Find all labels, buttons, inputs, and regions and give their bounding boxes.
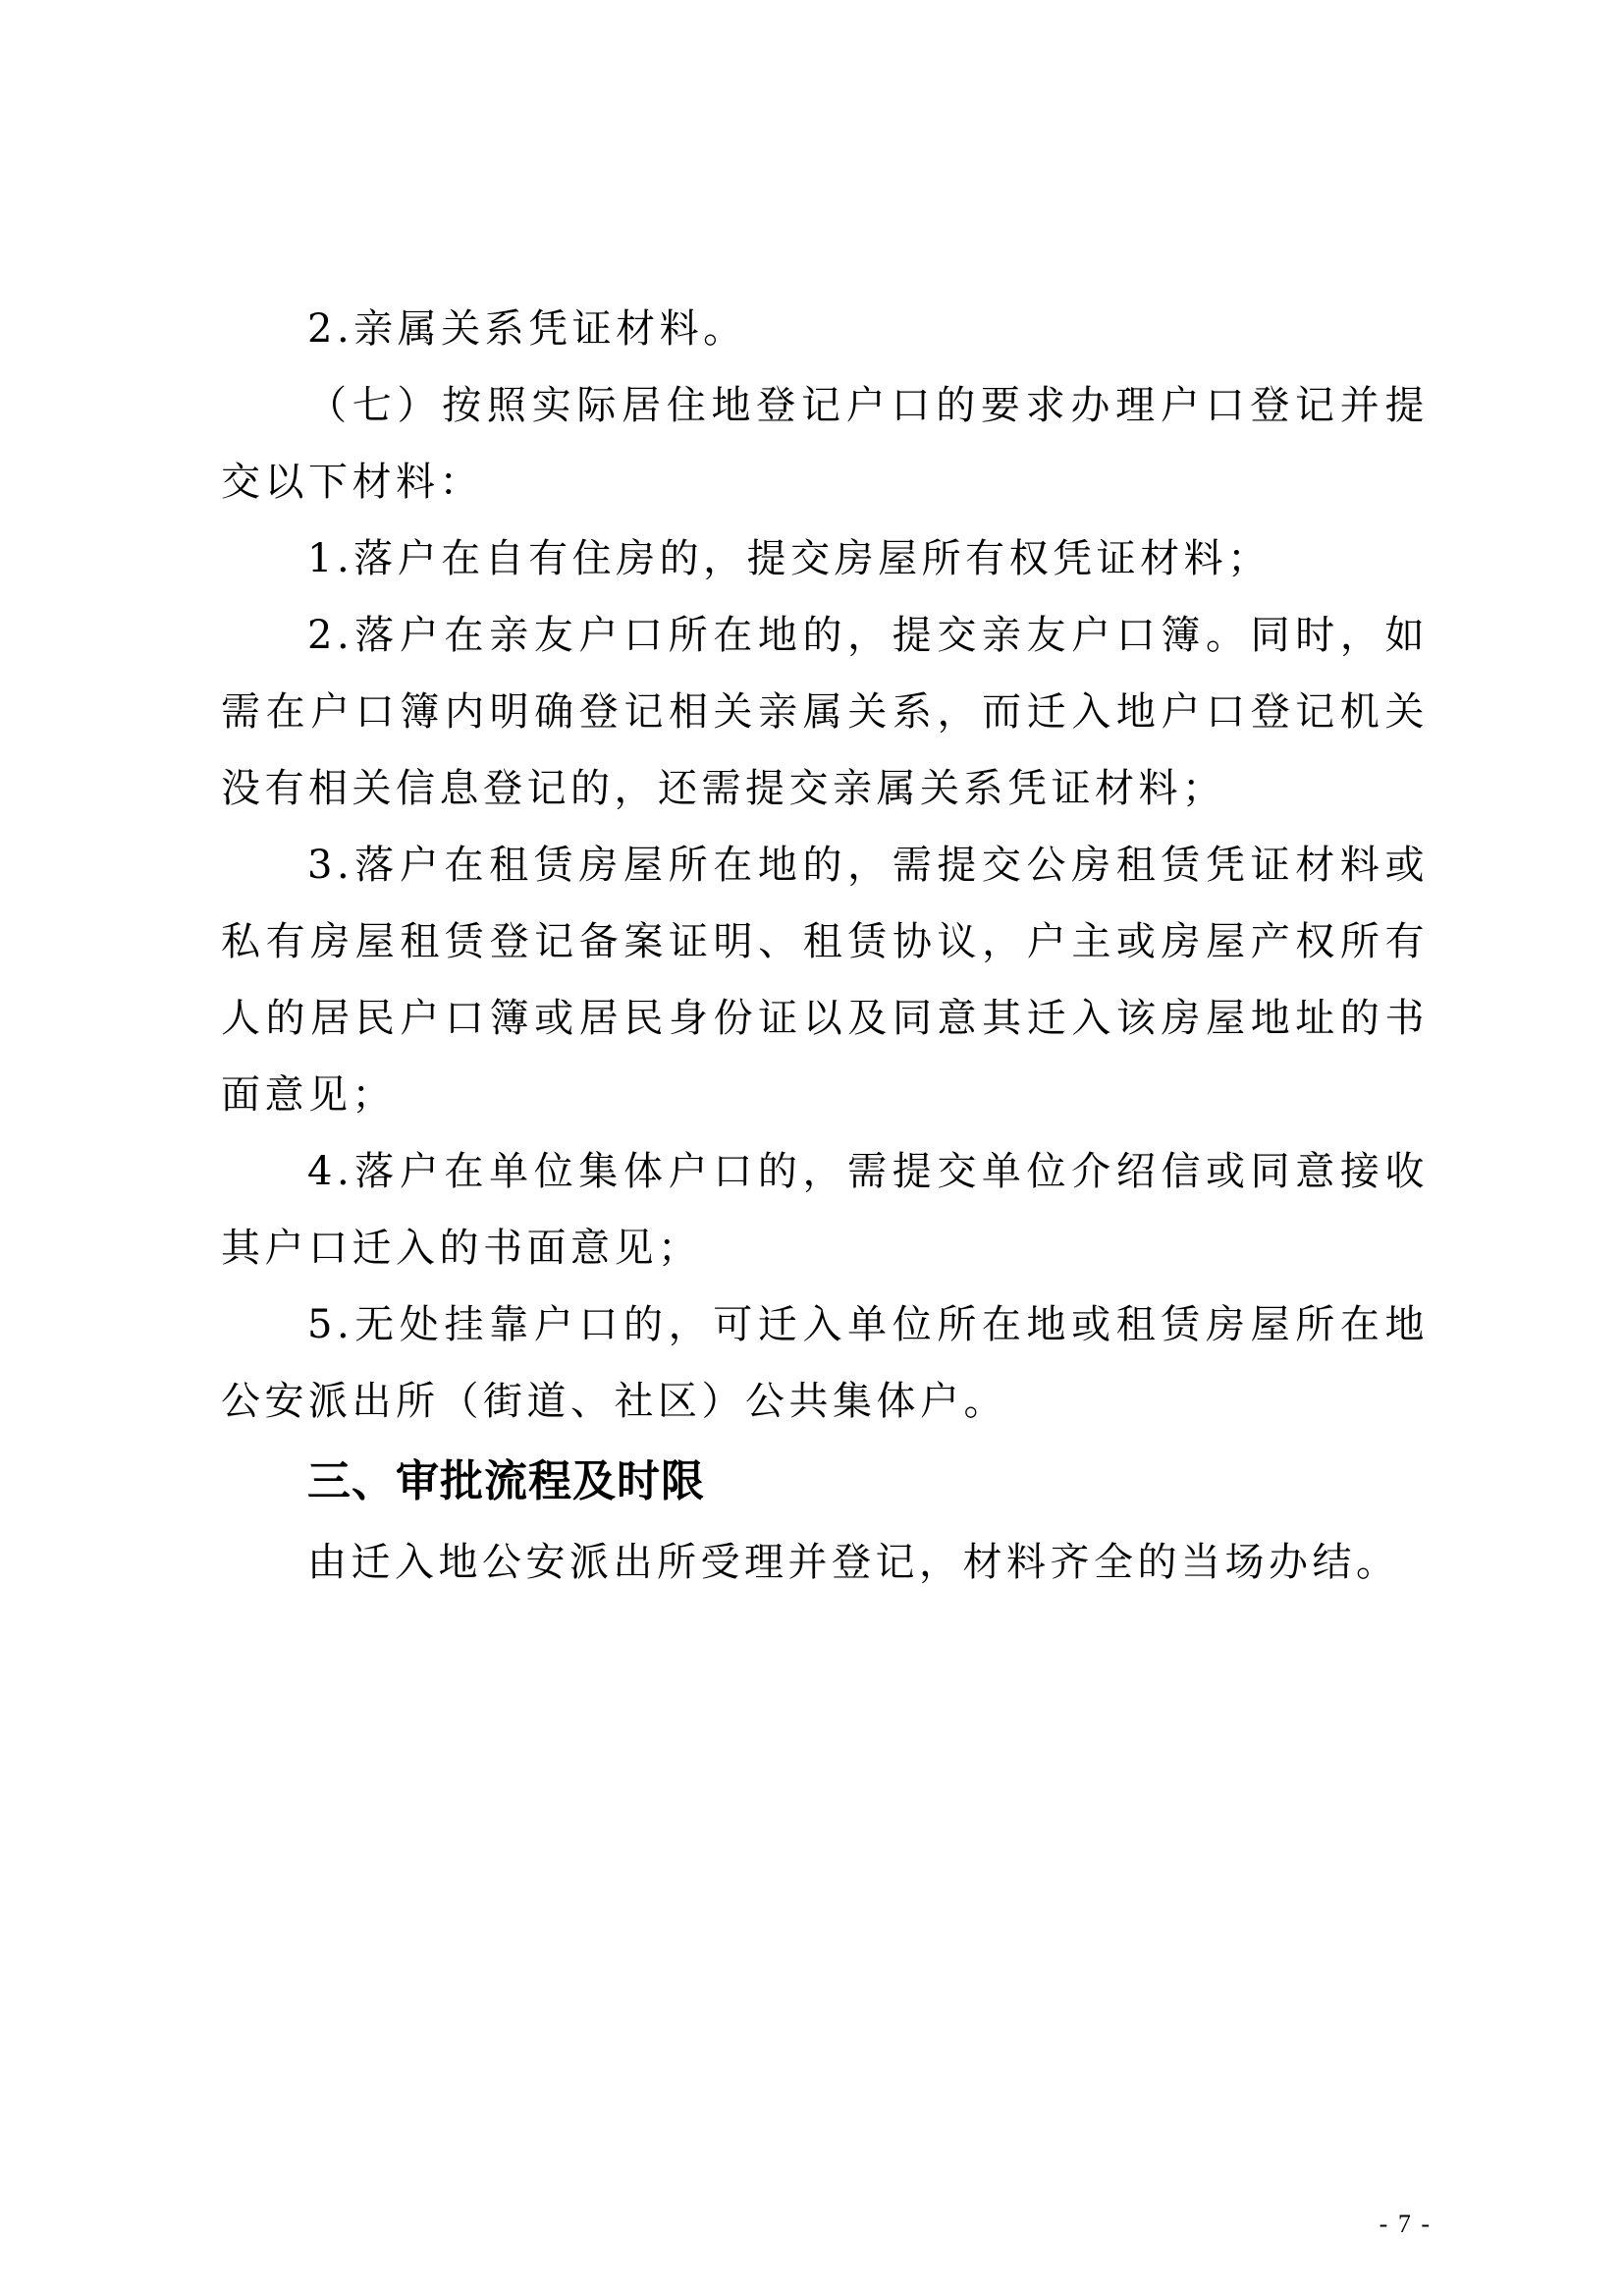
page-number: - 7 -	[1379, 2210, 1432, 2238]
paragraph-collective-household: 4.落户在单位集体户口的，需提交单位介绍信或同意接收其户口迁入的书面意见；	[221, 1149, 1429, 1271]
section-heading-approval-process: 三、审批流程及时限	[307, 1456, 705, 1506]
paragraph-kinship-proof: 2.亲属关系凭证材料。	[307, 306, 747, 352]
paragraph-rented-housing: 3.落户在租赁房屋所在地的，需提交公房租赁凭证材料或私有房屋租赁登记备案证明、租赁协议，户主或房屋产权所有人的居民户口簿或居民身份证以及同意其迁入该房屋地址的书面意见；	[221, 843, 1429, 1118]
paragraph-approval-process: 由迁入地公安派出所受理并登记，材料齐全的当场办结。	[307, 1540, 1400, 1585]
paragraph-no-attachment: 5.无处挂靠户口的，可迁入单位所在地或租赁房屋所在地公安派出所（街道、社区）公共集体户。	[221, 1302, 1429, 1424]
paragraph-own-housing: 1.落户在自有住房的，提交房屋所有权凭证材料；	[307, 536, 1271, 581]
document-body	[221, 291, 1429, 1601]
paragraph-relatives-household: 2.落户在亲友户口所在地的，提交亲友户口簿。同时，如需在户口簿内明确登记相关亲属关系，而迁入地户口登记机关没有相关信息登记的，还需提交亲属关系凭证材料；	[221, 613, 1429, 811]
paragraph-item-seven: （七）按照实际居住地登记户口的要求办理户口登记并提交以下材料：	[221, 383, 1429, 505]
